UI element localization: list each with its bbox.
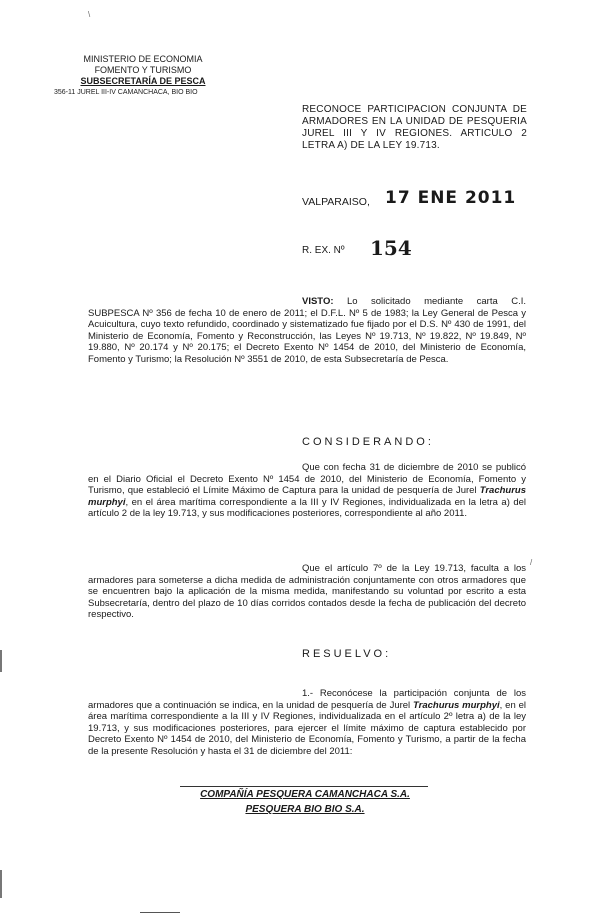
letterhead-ministry-sub: FOMENTO Y TURISMO — [94, 65, 192, 75]
resolution-summary: RECONOCE PARTICIPACION CONJUNTA DE ARMADORES EN LA UNIDAD DE PESQUERIA JUREL III Y IV REGIONES. ARTICULO 2 LETRA A) DE LA LEY 19.713. — [302, 104, 527, 151]
considerando-1-text-a: Que con fecha 31 de diciembre de 2010 se publicó en el Diario Oficial el Decreto Exento Nº 1454 de 2010, del Ministerio de Economía, Fomento y Turismo, que estableció el Límite Máximo de Captura para la unidad de pesquería de Jurel — [88, 462, 526, 497]
margin-mark: \ — [88, 10, 91, 19]
margin-mark: / — [530, 558, 533, 567]
company-name: COMPAÑÍA PESQUERA CAMANCHACA S.A. — [200, 789, 410, 800]
considerando-paragraph-2: Que el artículo 7º de la Ley 19.713, faculta a los armadores para someterse a dicha medida de administración conjuntamente con otros armadores que se encuentren bajo la aplicación de la misma medida, manifestando su voluntad por escrito a esta Subsecretaría, dentro del plazo de 10 días corridos contados desde la fecha de publicación del decreto respectivo. — [88, 563, 526, 621]
scan-edge-mark — [0, 870, 2, 898]
resolution-number: 154 — [370, 236, 412, 260]
company-name: PESQUERA BIO BIO S.A. — [245, 804, 365, 815]
letterhead-reference: 356-11 JUREL III-IV CAMANCHACA, BIO BIO — [54, 89, 198, 96]
stamped-date: 17 ENE 2011 — [385, 188, 517, 208]
resolution-number-label: R. EX. Nº — [302, 245, 345, 256]
visto-label: VISTO: — [302, 296, 334, 307]
footer-rule — [140, 912, 180, 913]
considerando-1-text-b: , en el área marítima correspondiente a la III y IV Regiones, individualizada en la letra a) del artículo 2 de la ley 19.713, y sus modificaciones posteriores, correspondiente al año 2011. — [88, 496, 526, 520]
letterhead-subsecretaria: SUBSECRETARÍA DE PESCA — [80, 76, 206, 86]
considerando-paragraph-1 — [88, 462, 526, 520]
considerando-heading: CONSIDERANDO: — [302, 436, 434, 448]
letterhead — [54, 54, 228, 98]
resuelvo-1-text-b: , en el área marítima correspondiente a la III y IV Regiones, individualizada en el artículo 2º letra a) de la ley 19.713, y sus modificaciones posteriores, para ejercer el límite máximo de captura establecido por Decreto Exento Nº 1454 de 2010, del Ministerio de Economía, Fomento y Turismo, a partir de la fecha de la presente Resolución y hasta el 31 de diciembre del 2011: — [88, 699, 526, 757]
species-name: Trachurus murphyi — [413, 699, 500, 711]
visto-text: Lo solicitado mediante carta C.I. SUBPESCA Nº 356 de fecha 10 de enero de 2011; el D.F.L. Nº 5 de 1983; la Ley General de Pesca y Acuicultura, cuyo texto refundido, coordinado y sistematizado fue fijado por el D.S. Nº 430 de 1991, del Ministerio de Economía, Fomento y Reconstrucción, las Leyes Nº 19.713, Nº 19.822, Nº 19.849, Nº 19.880, Nº 20.174 y Nº 20.175; el Decreto Exento Nº 1454 de 2010, del Ministerio de Economía, Fomento y Turismo; la Resolución Nº 3551 de 2010, de esta Subsecretaría de Pesca. — [88, 296, 526, 365]
resuelvo-heading: RESUELVO: — [302, 648, 392, 660]
visto-paragraph — [88, 296, 526, 366]
place-label: VALPARAISO, — [302, 196, 370, 208]
species-name: Trachurus murphyi — [88, 485, 526, 508]
letterhead-ministry: MINISTERIO DE ECONOMIA — [83, 54, 203, 64]
resuelvo-1-text-a: 1.- Reconócese la participación conjunta de los armadores que a continuación se indica, en la unidad de pesquería de Jurel — [88, 688, 526, 711]
resuelvo-paragraph-1 — [88, 688, 526, 758]
scan-edge-mark — [0, 650, 2, 672]
